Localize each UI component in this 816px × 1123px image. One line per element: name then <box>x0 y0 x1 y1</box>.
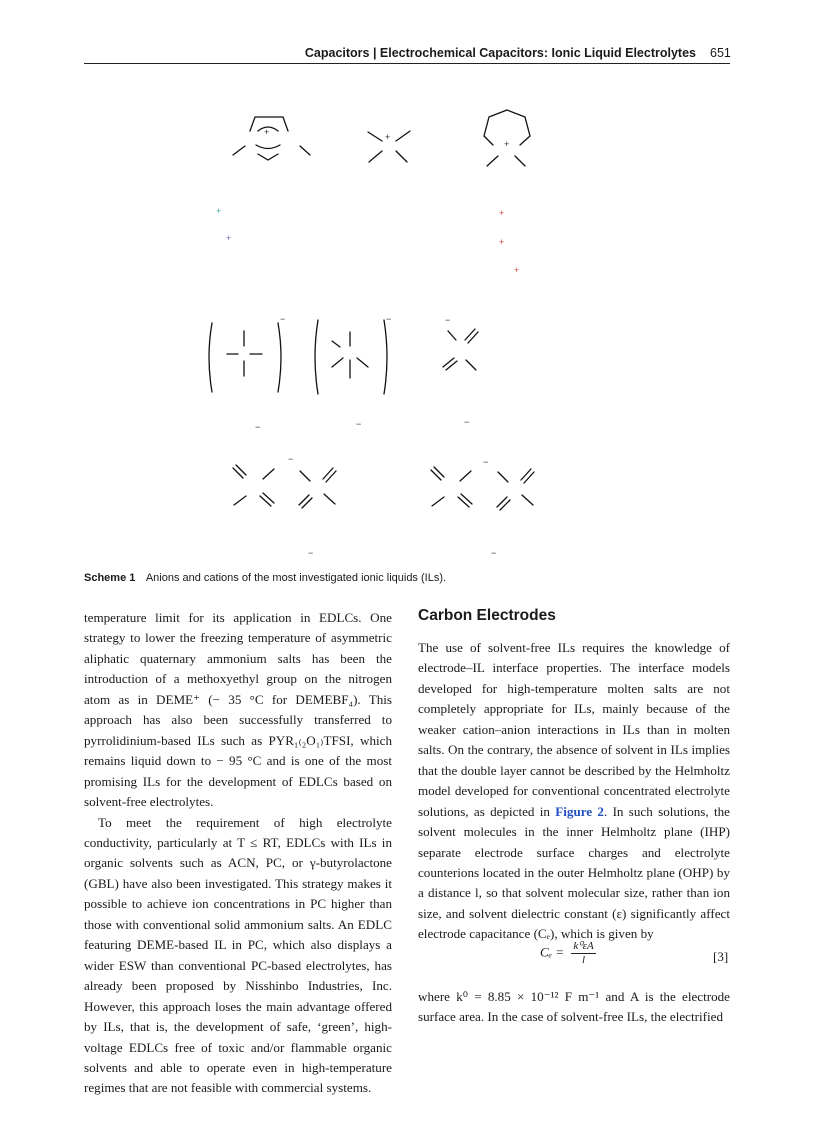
charge-plus-mark-4: + <box>499 237 505 247</box>
charge-minus-sulfonyl: − <box>445 315 451 325</box>
charge-minus-triflate: − <box>386 314 392 324</box>
sulfonyl-anion-structure <box>443 329 478 370</box>
left-column <box>84 608 392 1099</box>
left-paragraph-2: To meet the requirement of high electrolyte conductivity, particularly at T ≤ RT, EDLCs with ILs in organic solvents such as ACN, PC, or γ-butyrolactone (GBL) have also been investigated. This strategy makes it possible to achieve ion concentrations in PC higher than those with conventional solid ammonium salts. An EDLC featuring DEME-based IL in PC, which also displays a wider ESW than conventional PC-based electrolytes, has already been proposed by Nisshinbo Industries, Inc. However, this approach loses the main advantage offered by ILs, that is, the development of safe, ‘green’, high-voltage EDLCs free of toxic and/or flammable organic solvents and able to operate even in high-temperature regimes that are not feasible with commercial systems. <box>84 814 392 1096</box>
right-column <box>418 638 730 945</box>
charge-plus-ammonium: + <box>385 132 391 142</box>
section-title-carbon-electrodes: Carbon Electrodes <box>418 607 556 624</box>
charge-minus-tfsi-2: − <box>483 457 489 467</box>
left-paragraph-1: temperature limit for its application in EDLCs. One strategy to lower the freezing temperature of asymmetric aliphatic quaternary ammonium salts has been the introduction of a methoxyethyl group on the nitrogen atom as in DEME⁺ (− 35 °C for DEMEBF₄). This approach has also been successfully transferred to pyrrolidinium-based ILs such as PYR₁₍₂O₁₎TFSI, which remains liquid down to − 95 °C and is one of the most promising ILs for the development of EDLCs based on solvent-free electrolytes. <box>84 610 392 810</box>
charge-plus-mark-2: + <box>226 233 232 243</box>
charge-minus-mark-2: − <box>356 419 362 429</box>
charge-minus-tfsi-1: − <box>288 454 294 464</box>
tfsi-anion-structure-1 <box>233 465 336 508</box>
equation-denominator: l <box>582 954 586 966</box>
pyrrolidinium-cation-structure <box>484 110 530 166</box>
scheme-caption <box>84 572 730 584</box>
equation-fraction <box>571 940 595 967</box>
charge-plus-pyrrolidinium: + <box>504 139 510 149</box>
equation-3 <box>540 940 596 967</box>
charge-plus-mark-5: + <box>514 265 520 275</box>
charge-plus-mark-1: + <box>216 206 222 216</box>
imidazolium-cation-structure <box>233 117 310 160</box>
right-paragraph-2: where k⁰ = 8.85 × 10⁻¹² F m⁻¹ and A is the electrode surface area. In the case of solvent-free ILs, the electrified <box>418 989 730 1025</box>
charge-plus-mark-3: + <box>499 208 505 218</box>
right-paragraph-1 <box>418 638 730 945</box>
page-number: 651 <box>710 46 731 60</box>
charge-plus-imidazolium: + <box>264 127 270 137</box>
caption-label: Scheme 1 <box>84 572 136 584</box>
right-paragraph-1-continued: . In such solutions, the solvent molecules in the inner Helmholtz plane (IHP) separate electrode surface charges and electrolyte counterions located in the outer Helmholtz plane (OHP) by a distance l, so that solvent molecular size, rather than ion size, and solvent dielectric constant (ε) significantly affect electrode capacitance (Cₑ), which is given by <box>418 803 730 942</box>
figure-2-link[interactable]: Figure 2 <box>555 803 604 819</box>
running-title: Capacitors | Electrochemical Capacitors: Ionic Liquid Electrolytes <box>304 46 696 60</box>
tetrafluoroborate-anion-structure <box>209 323 281 392</box>
equation-lhs: Cₑ = <box>540 944 565 960</box>
equation-number: [3] <box>713 949 729 964</box>
tfsi-anion-structure-2 <box>431 467 534 510</box>
charge-minus-bf4: − <box>280 314 286 324</box>
triflate-anion-structure <box>315 320 387 394</box>
charge-minus-mark-5: − <box>491 548 497 558</box>
equation-numerator: k⁰εA <box>573 940 594 952</box>
charge-minus-mark-1: − <box>255 422 261 432</box>
charge-minus-mark-4: − <box>308 548 314 558</box>
charge-minus-mark-3: − <box>464 417 470 427</box>
right-paragraph-1-text: The use of solvent-free ILs requires the knowledge of electrode–IL interface properties. The interface models developed for high-temperature molten salts are not completely appropriate for ILs, mainly because of the weaker cation–anion interactions in ILs than in molten salts. On the contrary, the absence of solvent in ILs implies that the double layer cannot be described by the Helmholtz model developed for conventional concentrated electrolyte solutions, as depicted in <box>418 640 730 819</box>
caption-text: Anions and cations of the most investigated ionic liquids (ILs). <box>145 572 447 584</box>
